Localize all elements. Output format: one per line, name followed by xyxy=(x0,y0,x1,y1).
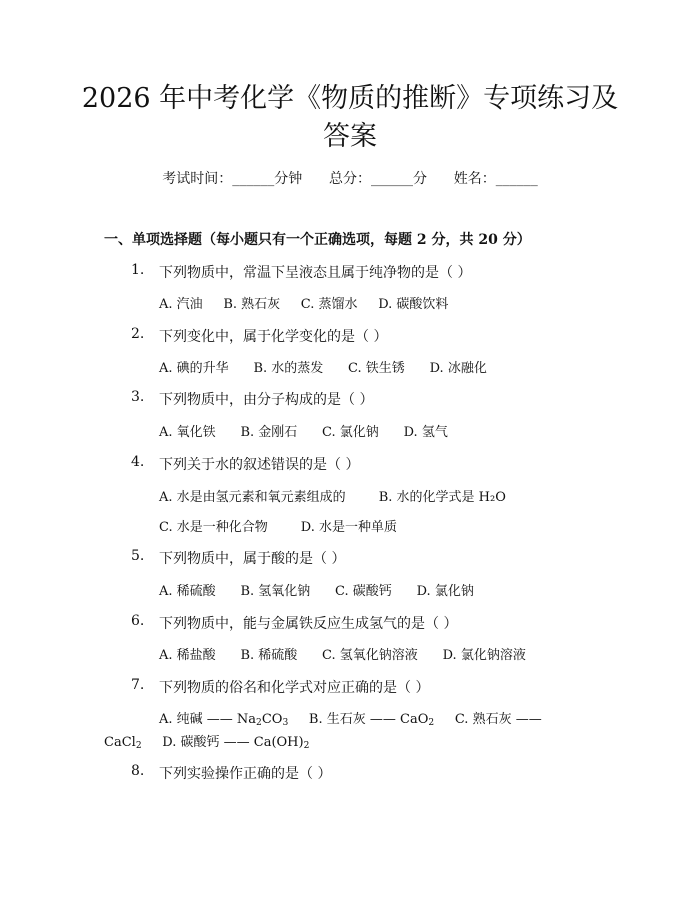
subscript: 2 xyxy=(256,718,262,728)
question-number: 4. xyxy=(131,454,145,470)
exam-info-line: 考试时间：______分钟 总分：______分 姓名：______ xyxy=(162,171,538,187)
question-number: 3. xyxy=(131,389,145,405)
options-line-wrap xyxy=(104,731,309,751)
question-number: 1. xyxy=(131,262,145,278)
options-line: A. 水是由氢元素和氧元素组成的 B. 水的化学式是 H₂O xyxy=(159,490,506,505)
question-text: 下列实验操作正确的是（ ） xyxy=(159,766,332,782)
question-number: 7. xyxy=(131,677,145,693)
subscript: 2 xyxy=(303,741,310,751)
subscript: 2 xyxy=(135,741,142,751)
options-line: A. 碘的升华 B. 水的蒸发 C. 铁生锈 D. 冰融化 xyxy=(159,361,487,376)
subscript: 2 xyxy=(428,718,435,728)
option-text: C. 熟石灰 —— xyxy=(434,712,542,727)
title-line-1: 2026 年中考化学《物质的推断》专项练习及 xyxy=(81,83,619,114)
question-text: 下列物质的俗名和化学式对应正确的是（ ） xyxy=(159,680,430,696)
option-text: CaCl xyxy=(104,735,136,750)
question-text: 下列关于水的叙述错误的是（ ） xyxy=(159,457,360,473)
option-text: CO xyxy=(261,712,283,727)
question-number: 2. xyxy=(131,326,145,342)
section-heading: 一、单项选择题（每小题只有一个正确选项，每题 2 分，共 20 分） xyxy=(104,232,531,248)
option-text: B. 生石灰 —— CaO xyxy=(288,712,429,727)
question-number: 5. xyxy=(131,548,145,564)
page-title xyxy=(60,80,640,156)
options-line: A. 稀盐酸 B. 稀硫酸 C. 氢氧化钠溶液 D. 氯化钠溶液 xyxy=(159,648,526,663)
options-line: A. 氧化铁 B. 金刚石 C. 氯化钠 D. 氢气 xyxy=(159,425,448,440)
question-text: 下列变化中，属于化学变化的是（ ） xyxy=(159,329,388,345)
question-number: 8. xyxy=(131,763,145,779)
options-line xyxy=(159,708,542,728)
question-text: 下列物质中，属于酸的是（ ） xyxy=(159,551,346,567)
options-line: A. 汽油 B. 熟石灰 C. 蒸馏水 D. 碳酸饮料 xyxy=(159,297,449,312)
title-line-2: 答案 xyxy=(323,121,377,152)
option-text: D. 碳酸钙 —— Ca(OH) xyxy=(141,735,304,750)
subscript: 3 xyxy=(282,718,289,728)
question-text: 下列物质中，常温下呈液态且属于纯净物的是（ ） xyxy=(159,265,472,281)
question-text: 下列物质中，由分子构成的是（ ） xyxy=(159,392,374,408)
question-text: 下列物质中，能与金属铁反应生成氢气的是（ ） xyxy=(159,616,458,632)
option-text: A. 纯碱 —— Na xyxy=(159,712,257,727)
question-number: 6. xyxy=(131,613,145,629)
options-line: C. 水是一种化合物 D. 水是一种单质 xyxy=(159,520,398,535)
options-line: A. 稀硫酸 B. 氢氧化钠 C. 碳酸钙 D. 氯化钠 xyxy=(159,584,474,599)
